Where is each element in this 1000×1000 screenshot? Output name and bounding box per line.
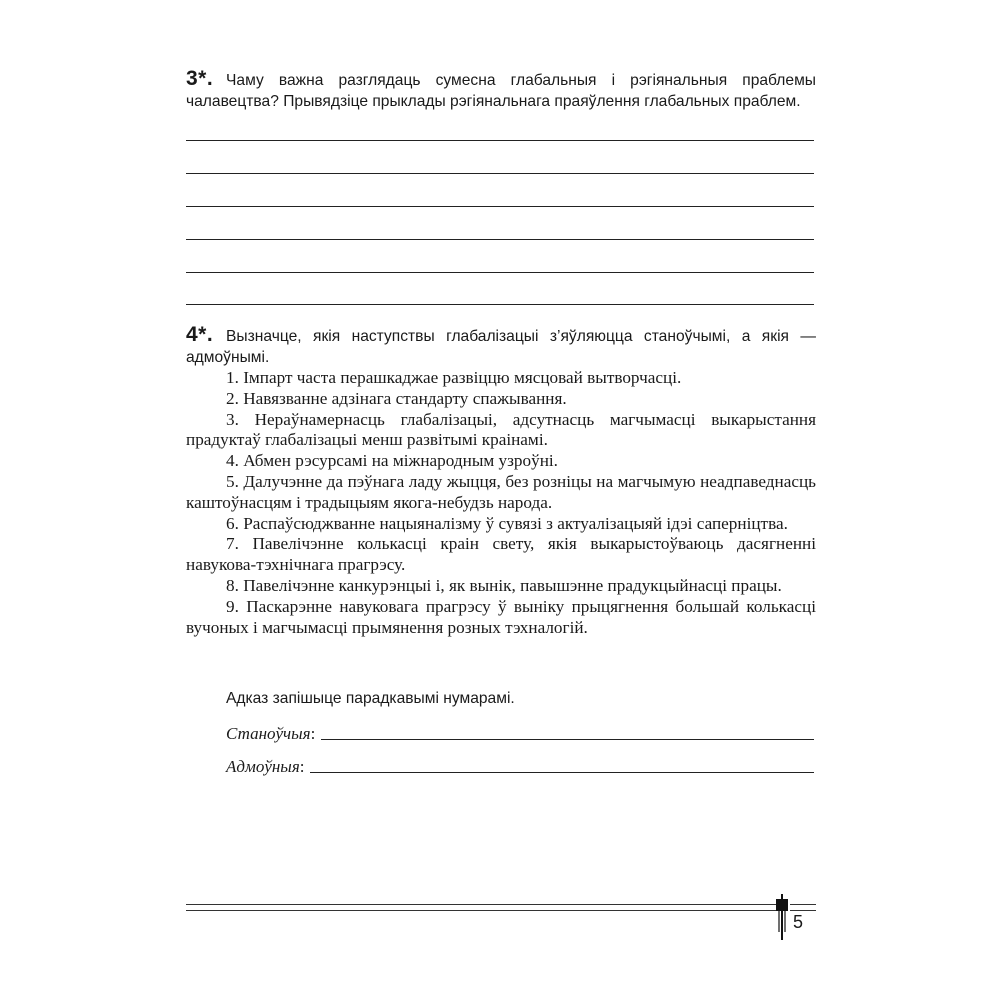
- positive-answer-field[interactable]: [321, 739, 814, 740]
- page-number: 5: [793, 912, 804, 932]
- list-item: 3. Нераўнамернасць глабалізацыі, адсутнасць магчымасці выкарыстання прадуктаў глабалізацыі менш развітымі краінамі.: [186, 409, 816, 450]
- list-item: 6. Распаўсюджванне нацыяналізму ў сувязі з актуалізацыяй ідэі саперніцтва.: [226, 513, 788, 533]
- list-item: 5. Далучэнне да пэўнага ладу жыцця, без розніцы на магчымую неадпаведнасць каштоўнасцям і традыцыям якога-небудзь народа.: [186, 471, 816, 512]
- negative-label: Адмоўныя: [226, 757, 300, 776]
- consequences-list: [186, 368, 816, 638]
- negative-colon: :: [299, 757, 305, 776]
- answer-line[interactable]: [186, 140, 814, 141]
- task-3-number: 3*.: [186, 67, 214, 90]
- list-item: 2. Навязванне адзінага стандарту спажывання.: [226, 388, 567, 408]
- list-item: 8. Павелічэнне канкурэнцыі і, як вынік, павышэнне прадукцыйнасці працы.: [226, 575, 782, 595]
- negative-answer-field[interactable]: [310, 772, 814, 773]
- task-4-question: Вызначце, якія наступствы глабалізацыі з’яўляюцца станоўчымі, а якія — адмоўнымі.: [186, 328, 816, 366]
- task-3: [186, 67, 816, 112]
- task-4-number: 4*.: [186, 323, 214, 346]
- list-item: 9. Паскарэнне навуковага прагрэсу ў выніку прыцягнення большай колькасці вучоных і магчымасці прымянення розных тэхналогій.: [186, 596, 816, 637]
- positive-label: Станоўчыя: [226, 724, 311, 743]
- positive-answer-row: [226, 724, 814, 744]
- answer-line[interactable]: [186, 173, 814, 174]
- answer-line[interactable]: [186, 239, 814, 240]
- answer-line[interactable]: [186, 304, 814, 305]
- answer-line[interactable]: [186, 206, 814, 207]
- list-item: 7. Павелічэнне колькасці краін свету, якія выкарыстоўваюць дасягненні навукова-тэхнічнага прагрэсу.: [186, 534, 816, 575]
- task-4: [186, 323, 816, 368]
- answer-instruction: Адказ запішыце парадкавымі нумарамі.: [226, 690, 515, 707]
- task-3-question: Чаму важна разглядаць сумесна глабальныя і рэгіянальныя праблемы чалавецтва? Прывядзіце прыклады рэгіянальнага праяўлення глабальных праблем.: [186, 72, 816, 110]
- list-item: 1. Імпарт часта перашкаджае развіццю мясцовай вытворчасці.: [226, 368, 682, 387]
- positive-colon: :: [310, 724, 316, 743]
- footer-rule-left-2: [186, 910, 776, 911]
- list-item: 4. Абмен рэсурсамі на міжнародным узроўні.: [226, 451, 558, 471]
- footer-rule-left: [186, 904, 776, 905]
- answer-line[interactable]: [186, 272, 814, 273]
- negative-answer-row: [226, 757, 814, 777]
